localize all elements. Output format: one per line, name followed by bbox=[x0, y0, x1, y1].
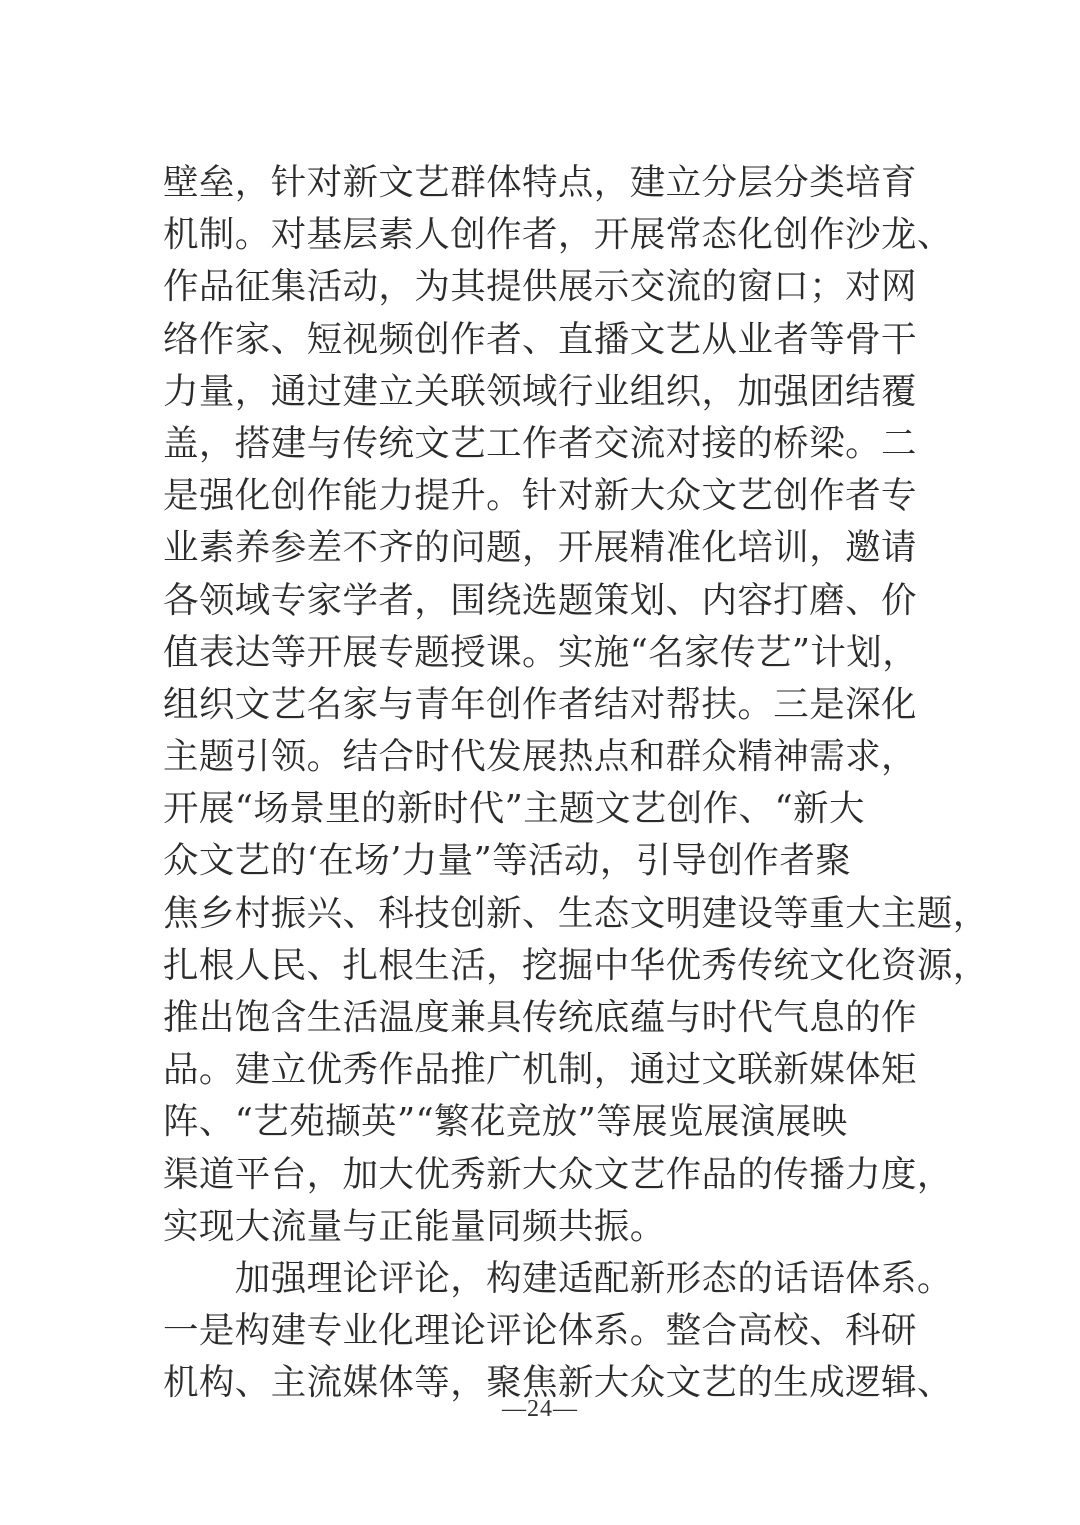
text-line: 值表达等开展专题授课。实施“名家传艺”计划， bbox=[163, 631, 919, 673]
text-line: 业素养参差不齐的问题，开展精准化培训，邀请 bbox=[163, 527, 917, 569]
text-line: 组织文艺名家与青年创作者结对帮扶。三是深化 bbox=[163, 683, 917, 725]
text-line: 机制。对基层素人创作者，开展常态化创作沙龙、 bbox=[163, 214, 953, 256]
text-line: 主题引领。结合时代发展热点和群众精神需求， bbox=[163, 736, 917, 778]
text-line: 品。建立优秀作品推广机制，通过文联新媒体矩 bbox=[163, 1049, 917, 1091]
body-text bbox=[163, 157, 989, 1410]
text-line: 推出饱含生活温度兼具传统底蕴与时代气息的作 bbox=[163, 997, 917, 1038]
text-line: 作品征集活动，为其提供展示交流的窗口；对网 bbox=[163, 266, 917, 308]
text-line: 开展“场景里的新时代”主题文艺创作、“新大 bbox=[163, 788, 865, 830]
text-line: 盖，搭建与传统文艺工作者交流对接的桥梁。二 bbox=[163, 422, 917, 464]
paragraph-heading-line: 加强理论评论，构建适配新形态的话语体系。 bbox=[163, 1257, 953, 1299]
text-line: 壁垒，针对新文艺群体特点，建立分层分类培育 bbox=[163, 162, 917, 203]
text-line: 各领域专家学者，围绕选题策划、内容打磨、价 bbox=[163, 579, 917, 621]
text-line: 阵、“艺苑撷英”“繁花竞放”等展览展演展映 bbox=[163, 1101, 848, 1143]
text-line: 扎根人民、扎根生活，挖掘中华优秀传统文化资源， bbox=[163, 944, 989, 986]
text-line: 焦乡村振兴、科技创新、生态文明建设等重大主题， bbox=[163, 892, 989, 934]
page-number: —24— bbox=[502, 1396, 578, 1422]
text-line: 实现大流量与正能量同频共振。 bbox=[163, 1205, 666, 1247]
text-line: 渠道平台，加大优秀新大众文艺作品的传播力度， bbox=[163, 1153, 953, 1195]
text-line: 一是构建专业化理论评论体系。整合高校、科研 bbox=[163, 1310, 917, 1352]
text-line: 众文艺的‘在场’力量”等活动，引导创作者聚 bbox=[163, 840, 852, 882]
text-line: 力量，通过建立关联领域行业组织，加强团结覆 bbox=[163, 370, 917, 412]
text-line: 是强化创作能力提升。针对新大众文艺创作者专 bbox=[163, 475, 917, 517]
text-line: 络作家、短视频创作者、直播文艺从业者等骨干 bbox=[163, 318, 917, 360]
text-line: 机构、主流媒体等，聚焦新大众文艺的生成逻辑、 bbox=[163, 1362, 953, 1404]
